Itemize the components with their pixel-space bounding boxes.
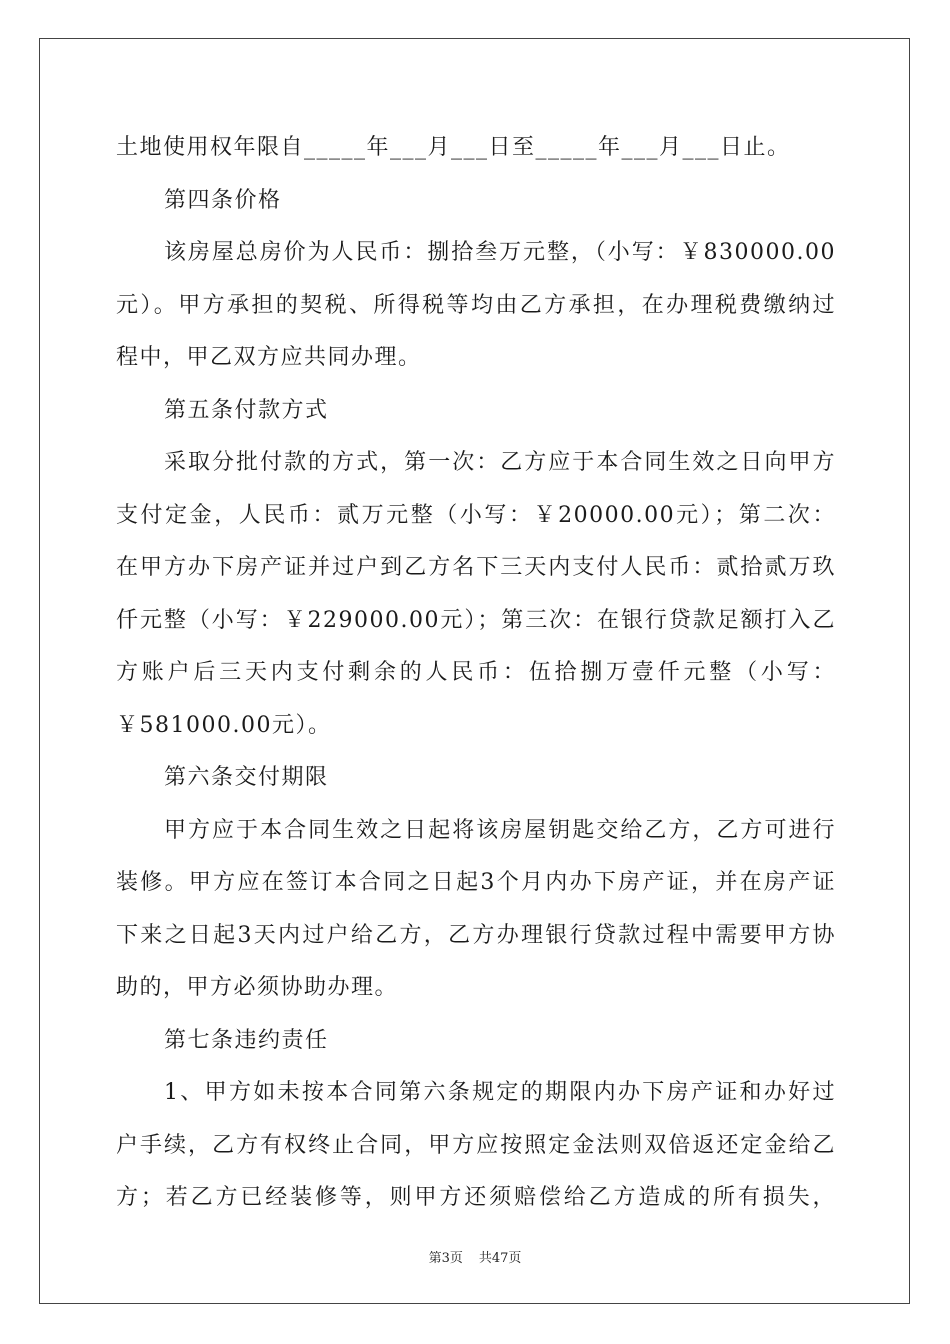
- text-line: 第五条付款方式: [164, 397, 329, 423]
- text-line: 采取分批付款的方式，第一次：乙方应于本合同生效之日向甲方: [164, 450, 836, 475]
- text-line: 甲方应于本合同生效之日起将该房屋钥匙交给乙方，乙方可进行: [164, 817, 836, 843]
- text-line: 该房屋总房价为人民币：捌拾叁万元整，（小写：￥830000.00: [164, 240, 836, 265]
- text-line: 仟元整（小写：￥229000.00元）；第三次：在银行贷款足额打入乙: [116, 607, 836, 633]
- text-line: 下来之日起3天内过户给乙方，乙方办理银行贷款过程中需要甲方协: [116, 922, 836, 948]
- text-line: 第四条价格: [164, 187, 282, 213]
- text-line: 方账户后三天内支付剩余的人民币：伍拾捌万壹仟元整（小写：: [116, 660, 836, 685]
- page-footer: [0, 1247, 950, 1266]
- text-line: 元）。甲方承担的契税、所得税等均由乙方承担，在办理税费缴纳过: [116, 292, 836, 318]
- text-line: 装修。甲方应在签订本合同之日起3个月内办下房产证，并在房产证: [116, 870, 836, 895]
- text-line: 在甲方办下房产证并过户到乙方名下三天内支付人民币：贰拾贰万玖: [116, 555, 836, 580]
- text-line: 第七条违约责任: [164, 1027, 329, 1053]
- text-line: 支付定金，人民币：贰万元整（小写：￥20000.00元）；第二次：: [116, 502, 836, 528]
- text-line: 程中，甲乙双方应共同办理。: [116, 345, 422, 370]
- text-line: 助的，甲方必须协助办理。: [116, 975, 399, 1000]
- page-number: 第3页: [428, 1251, 463, 1266]
- total-pages: 共47页: [478, 1251, 522, 1266]
- text-line: 方；若乙方已经装修等，则甲方还须赔偿给乙方造成的所有损失，: [116, 1185, 836, 1210]
- document-body: [116, 122, 836, 1225]
- text-line: 户手续，乙方有权终止合同，甲方应按照定金法则双倍返还定金给乙: [116, 1132, 836, 1158]
- text-line: ￥581000.00元）。: [116, 712, 332, 738]
- text-line: 1、甲方如未按本合同第六条规定的期限内办下房产证和办好过: [164, 1080, 836, 1105]
- text-line: 土地使用权年限自_____年___月___日至_____年___月___日止。: [116, 135, 791, 160]
- text-line: 第六条交付期限: [164, 765, 329, 790]
